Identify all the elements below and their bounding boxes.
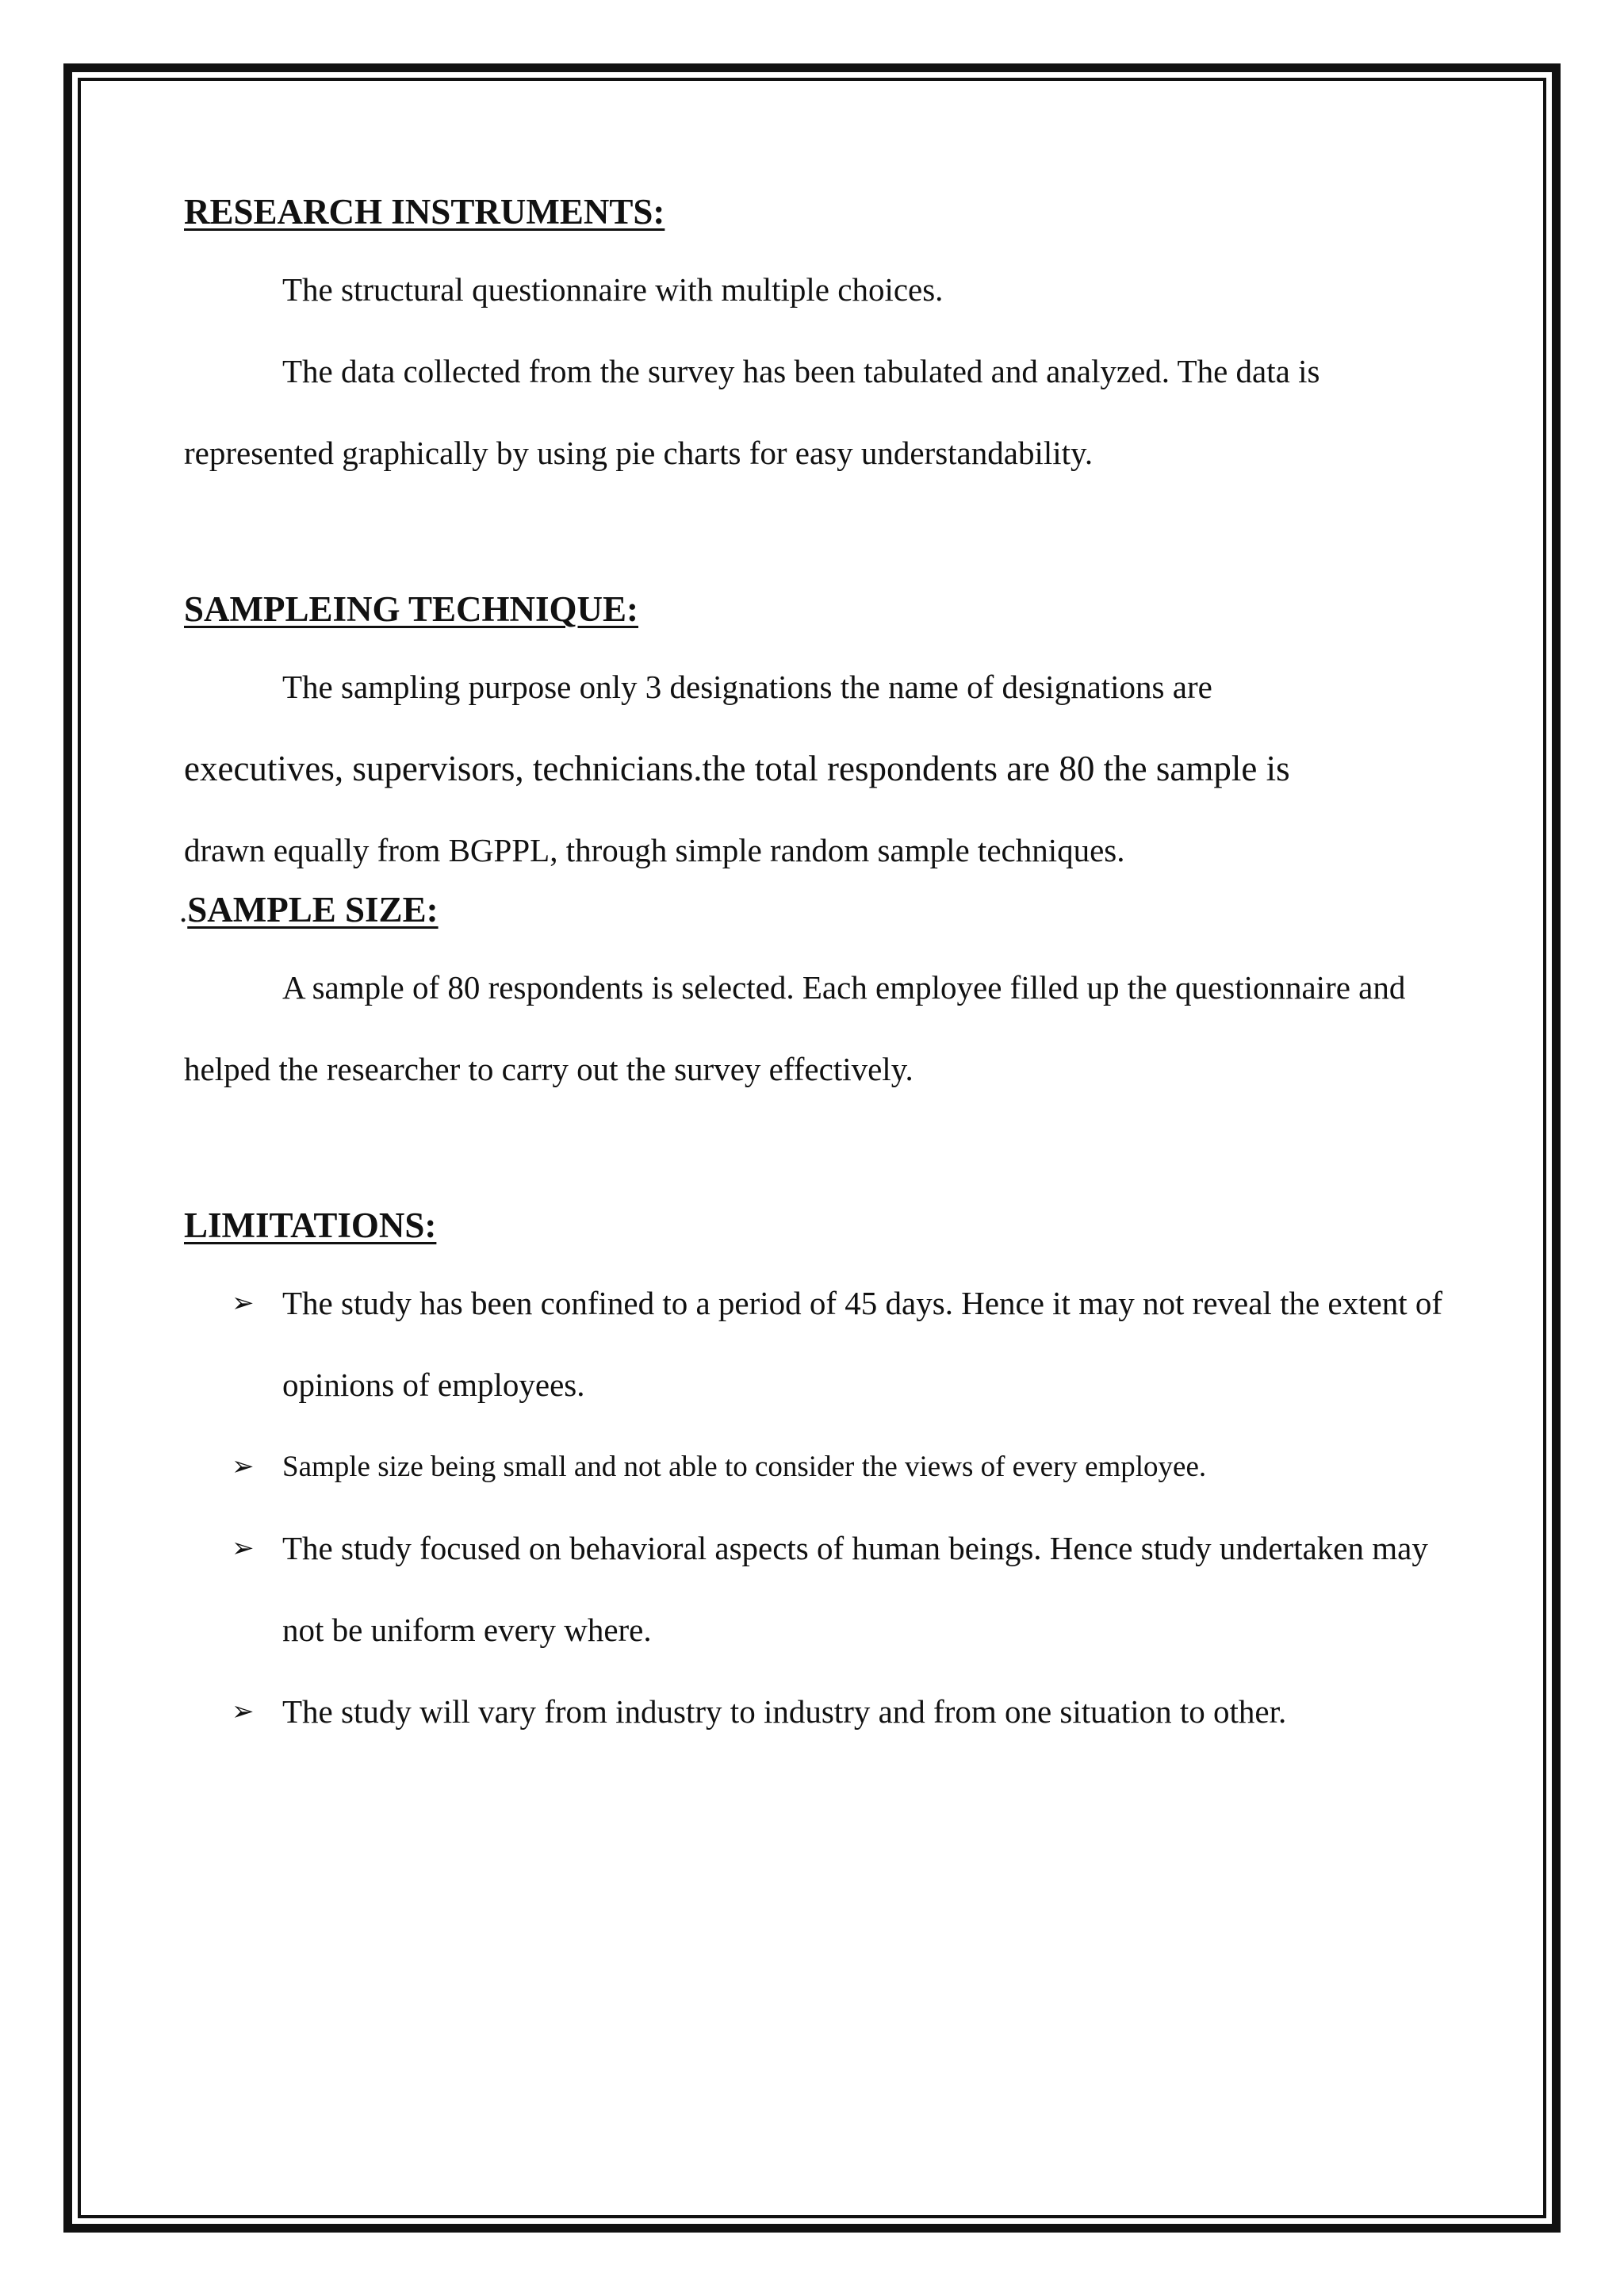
arrowhead-bullet-icon: ➢ [232,1287,255,1319]
research-instruments-para-1: The structural questionnaire with multiple choices. [282,271,944,308]
sample-size-heading: SAMPLE SIZE: [187,890,439,930]
arrowhead-bullet-icon: ➢ [232,1532,255,1564]
limitations-item [184,1671,1445,1753]
limitations-list [184,1263,1445,1753]
sample-size-heading-row [179,888,1445,931]
limitations-item [184,1426,1445,1508]
limitations-item-text: The study focused on behavioral aspects of human beings. Hence study undertaken may not be uniform every where. [282,1530,1428,1648]
sampling-technique-line-2: executives, supervisors, technicians.the total respondents are 80 the sample is [184,749,1290,788]
arrowhead-bullet-icon: ➢ [232,1451,255,1482]
sample-size-prefix: . [179,892,188,929]
limitations-item [184,1263,1445,1426]
sampling-technique-line-1: The sampling purpose only 3 designations the name of designations are [282,669,1212,705]
section-research-instruments [184,190,1445,494]
limitations-item [184,1508,1445,1671]
research-instruments-heading: RESEARCH INSTRUMENTS: [184,192,665,232]
section-limitations [184,1204,1445,1753]
section-sampling-technique [184,588,1445,891]
arrowhead-bullet-icon: ➢ [232,1696,255,1727]
limitations-heading: LIMITATIONS: [184,1205,437,1245]
sampling-technique-line-3: drawn equally from BGPPL, through simple random sample techniques. [184,832,1125,868]
limitations-item-text: The study will vary from industry to industry and from one situation to other. [282,1693,1287,1730]
limitations-item-text: Sample size being small and not able to consider the views of every employee. [282,1451,1207,1483]
sample-size-para: A sample of 80 respondents is selected. Each employee filled up the questionnaire and helped the researcher to carry out the survey effectively. [184,969,1406,1087]
limitations-item-text: The study has been confined to a period of 45 days. Hence it may not reveal the extent of opinions of employees. [282,1285,1442,1403]
sampling-technique-heading: SAMPLEING TECHNIQUE: [184,589,639,629]
document-body [179,190,1445,1753]
section-sample-size [179,888,1445,1110]
research-instruments-para-2: The data collected from the survey has been tabulated and analyzed. The data is represented graphically by using pie charts for easy understandability. [184,353,1320,471]
